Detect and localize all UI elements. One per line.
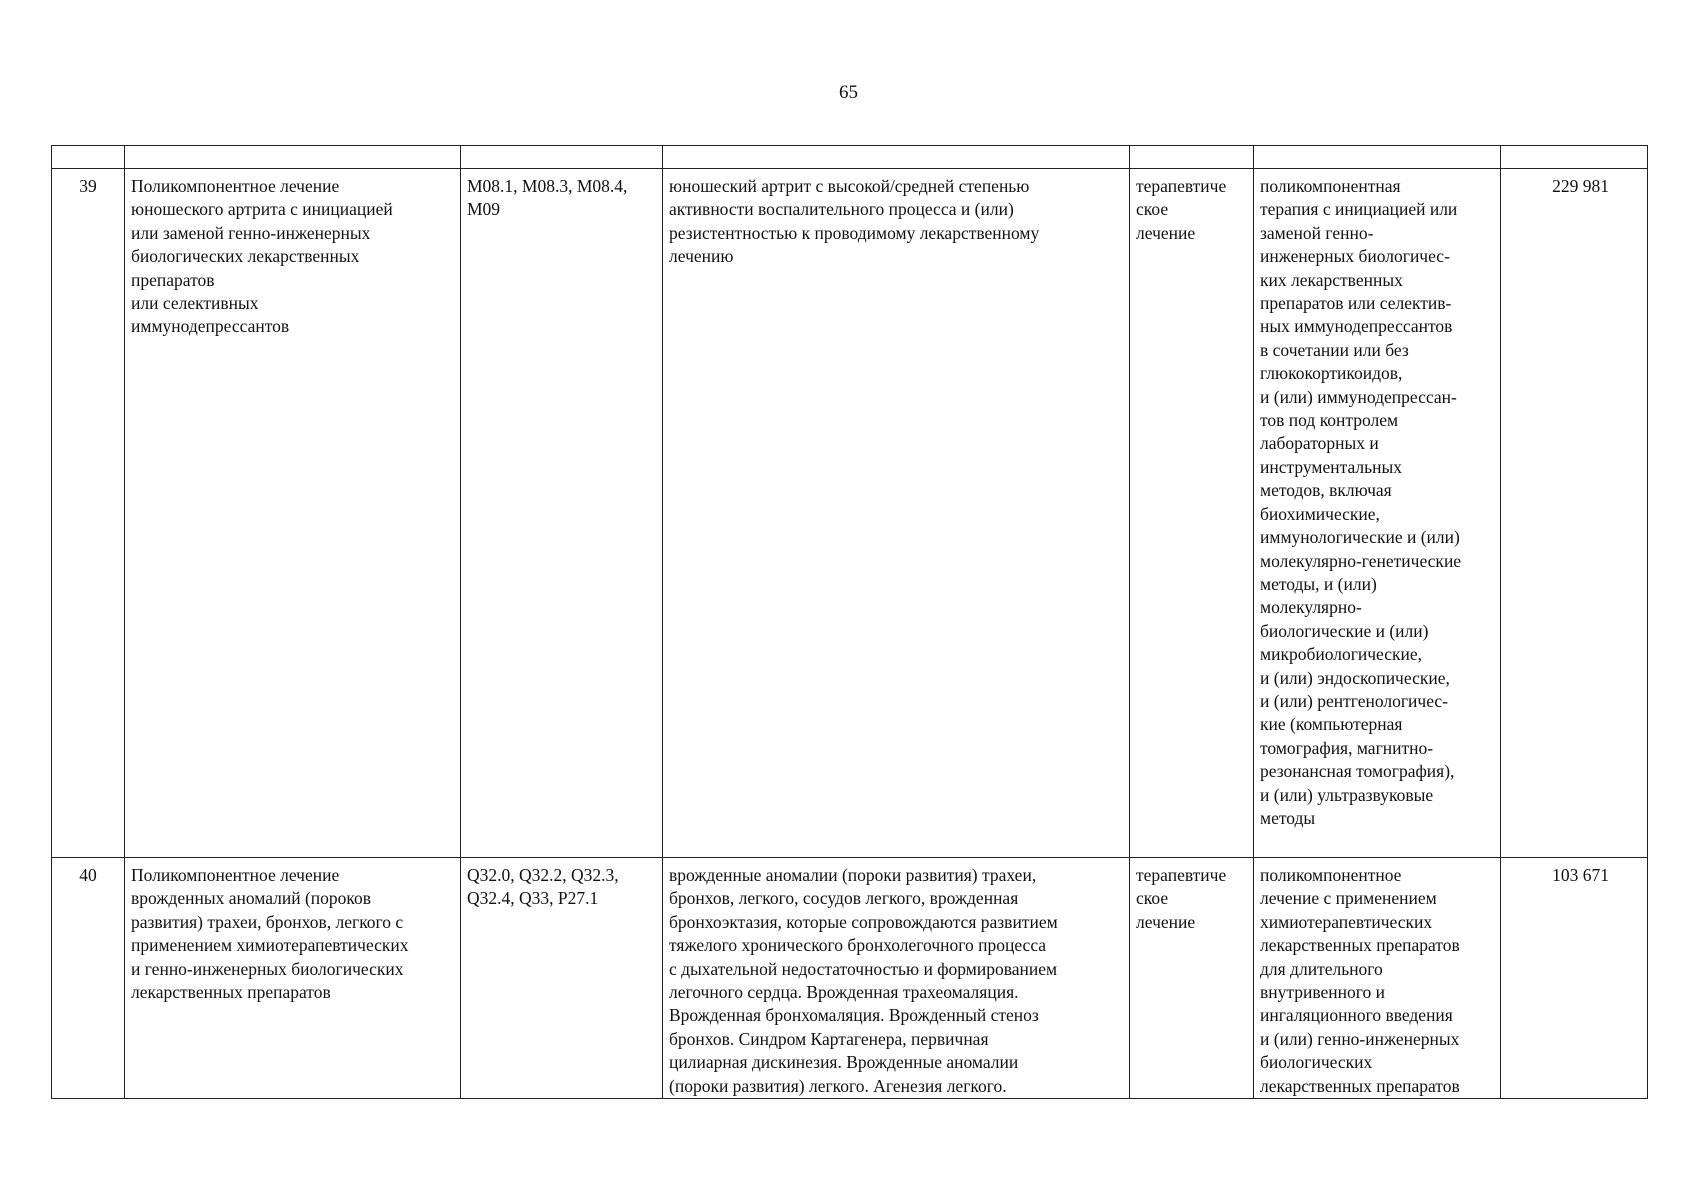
table-row (52, 169, 1648, 858)
table-header-row (52, 146, 1648, 169)
care-table (51, 145, 1648, 1099)
diagnosis-codes-cell: Q32.0, Q32.2, Q32.3, Q32.4, Q33, P27.1 (461, 858, 663, 1099)
treatment-method-cell: поликомпонентное лечение с применением химиотерапевтических лекарственных препаратов для длительного внутривенного и ингаляционного введения и (или) генно-инженерных биологических лекарственных препаратов (1254, 858, 1501, 1099)
table-row (52, 858, 1648, 1099)
treatment-name-cell: Поликомпонентное лечение врожденных аномалий (пороков развития) трахеи, бронхов, легкого с применением химиотерапевтических и генно-инженерных биологических лекарственных препаратов (125, 858, 461, 1099)
header-cell (1130, 146, 1254, 169)
treatment-type-cell: терапевтиче ское лечение (1130, 169, 1254, 858)
row-number-cell: 39 (52, 169, 125, 858)
treatment-type-cell: терапевтиче ское лечение (1130, 858, 1254, 1099)
treatment-method-cell: поликомпонентная терапия с инициацией или заменой генно- инженерных биологичес- ких лекарственных препаратов или селектив- ных иммунодепрессантов в сочетании или без глюкокортикоидов, и (или) иммунодепрессан- тов под контролем лабораторных и инструментальных методов, включая биохимические, иммунологические и (или) молекулярно-генетические методы, и (или) молекулярно- биологические и (или) микробиологические, и (или) эндоскопические, и (или) рентгенологичес- кие (компьютерная томография, магнитно- резонансная томография), и (или) ультразвуковые методы (1254, 169, 1501, 858)
cost-cell: 103 671 (1501, 858, 1648, 1099)
cost-cell: 229 981 (1501, 169, 1648, 858)
header-cell (461, 146, 663, 169)
header-cell (1254, 146, 1501, 169)
treatment-name-cell: Поликомпонентное лечение юношеского артрита с инициацией или заменой генно-инженерных биологических лекарственных препаратов или селективных иммунодепрессантов (125, 169, 461, 858)
header-cell (52, 146, 125, 169)
page-number: 65 (839, 82, 858, 103)
header-cell (1501, 146, 1648, 169)
patient-model-cell: врожденные аномалии (пороки развития) трахеи, бронхов, легкого, сосудов легкого, врожденная бронхоэктазия, которые сопровождаются развитием тяжелого хронического бронхолегочного процесса с дыхательной недостаточностью и формированием легочного сердца. Врожденная трахеомаляция. Врожденная бронхомаляция. Врожденный стеноз бронхов. Синдром Картагенера, первичная цилиарная дискинезия. Врожденные аномалии (пороки развития) легкого. Агенезия легкого. (663, 858, 1130, 1099)
patient-model-cell: юношеский артрит с высокой/средней степенью активности воспалительного процесса и (или) резистентностью к проводимому лекарственному лечению (663, 169, 1130, 858)
diagnosis-codes-cell: M08.1, M08.3, M08.4, M09 (461, 169, 663, 858)
header-cell (125, 146, 461, 169)
row-number-cell: 40 (52, 858, 125, 1099)
header-cell (663, 146, 1130, 169)
